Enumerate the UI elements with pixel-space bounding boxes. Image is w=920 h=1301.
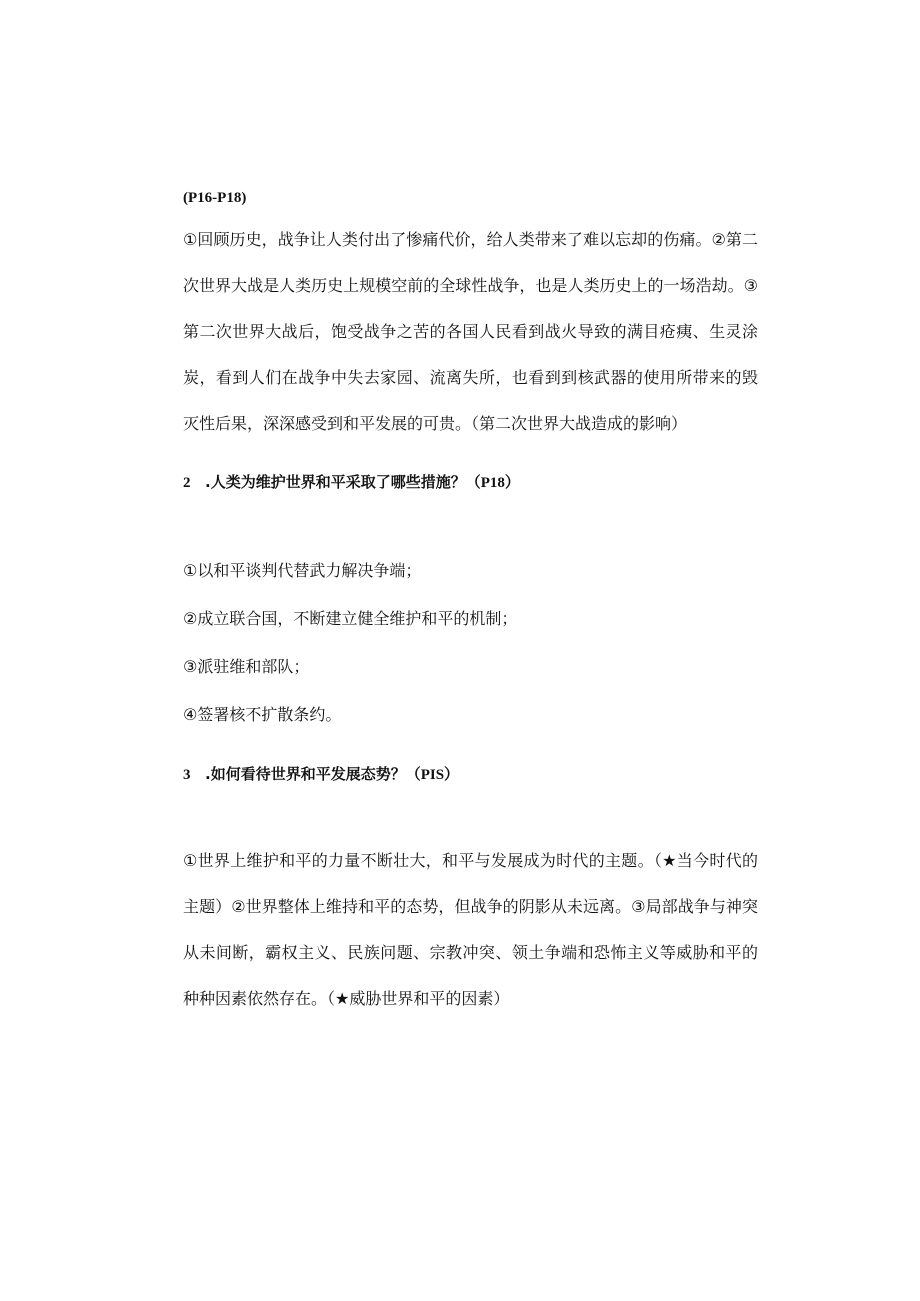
question-3-number: 3 (183, 767, 191, 783)
answer-list-2 (183, 547, 758, 739)
question-2-page-ref: （P18） (465, 475, 520, 491)
question-2-text: .人类为维护世界和平采取了哪些措施？ (205, 473, 466, 491)
question-3 (183, 756, 758, 793)
question-3-text: .如何看待世界和平发展态势？ (205, 765, 406, 783)
question-2 (183, 464, 758, 501)
list-item: ①以和平谈判代替武力解决争端； (183, 561, 422, 580)
list-item: ②成立联合国，不断建立健全维护和平的机制； (183, 609, 518, 628)
list-item: ④签署核不扩散条约。 (183, 705, 342, 724)
question-3-page-ref: （PIS） (405, 767, 460, 783)
question-2-number: 2 (183, 475, 191, 491)
answer-paragraph-1: ①回顾历史，战争让人类付出了惨痛代价，给人类带来了难以忘却的伤痛。②第二次世界大战是人类历史上规模空前的全球性战争，也是人类历史上的一场浩劫。③第二次世界大战后，饱受战争之苦的各国人民看到战火导致的满目疮痍、生灵涂炭，看到人们在战争中失去家园、流离失所，也看到到核武器的使用所带来的毁灭性后果，深深感受到和平发展的可贵。（第二次世界大战造成的影响） (183, 230, 758, 433)
answer-paragraph-3: ①世界上维护和平的力量不断壮大，和平与发展成为时代的主题。（★当今时代的主题）②世界整体上维持和平的态势，但战争的阴影从未远离。③局部战争与神突从未间断，霸权主义、民族问题、宗教冲突、领土争端和恐怖主义等威胁和平的种种因素依然存在。（★威胁世界和平的因素） (183, 851, 758, 1008)
list-item: ③派驻维和部队； (183, 657, 310, 676)
page-reference-header: (P16-P18) (183, 190, 247, 206)
document-content (183, 180, 758, 1022)
